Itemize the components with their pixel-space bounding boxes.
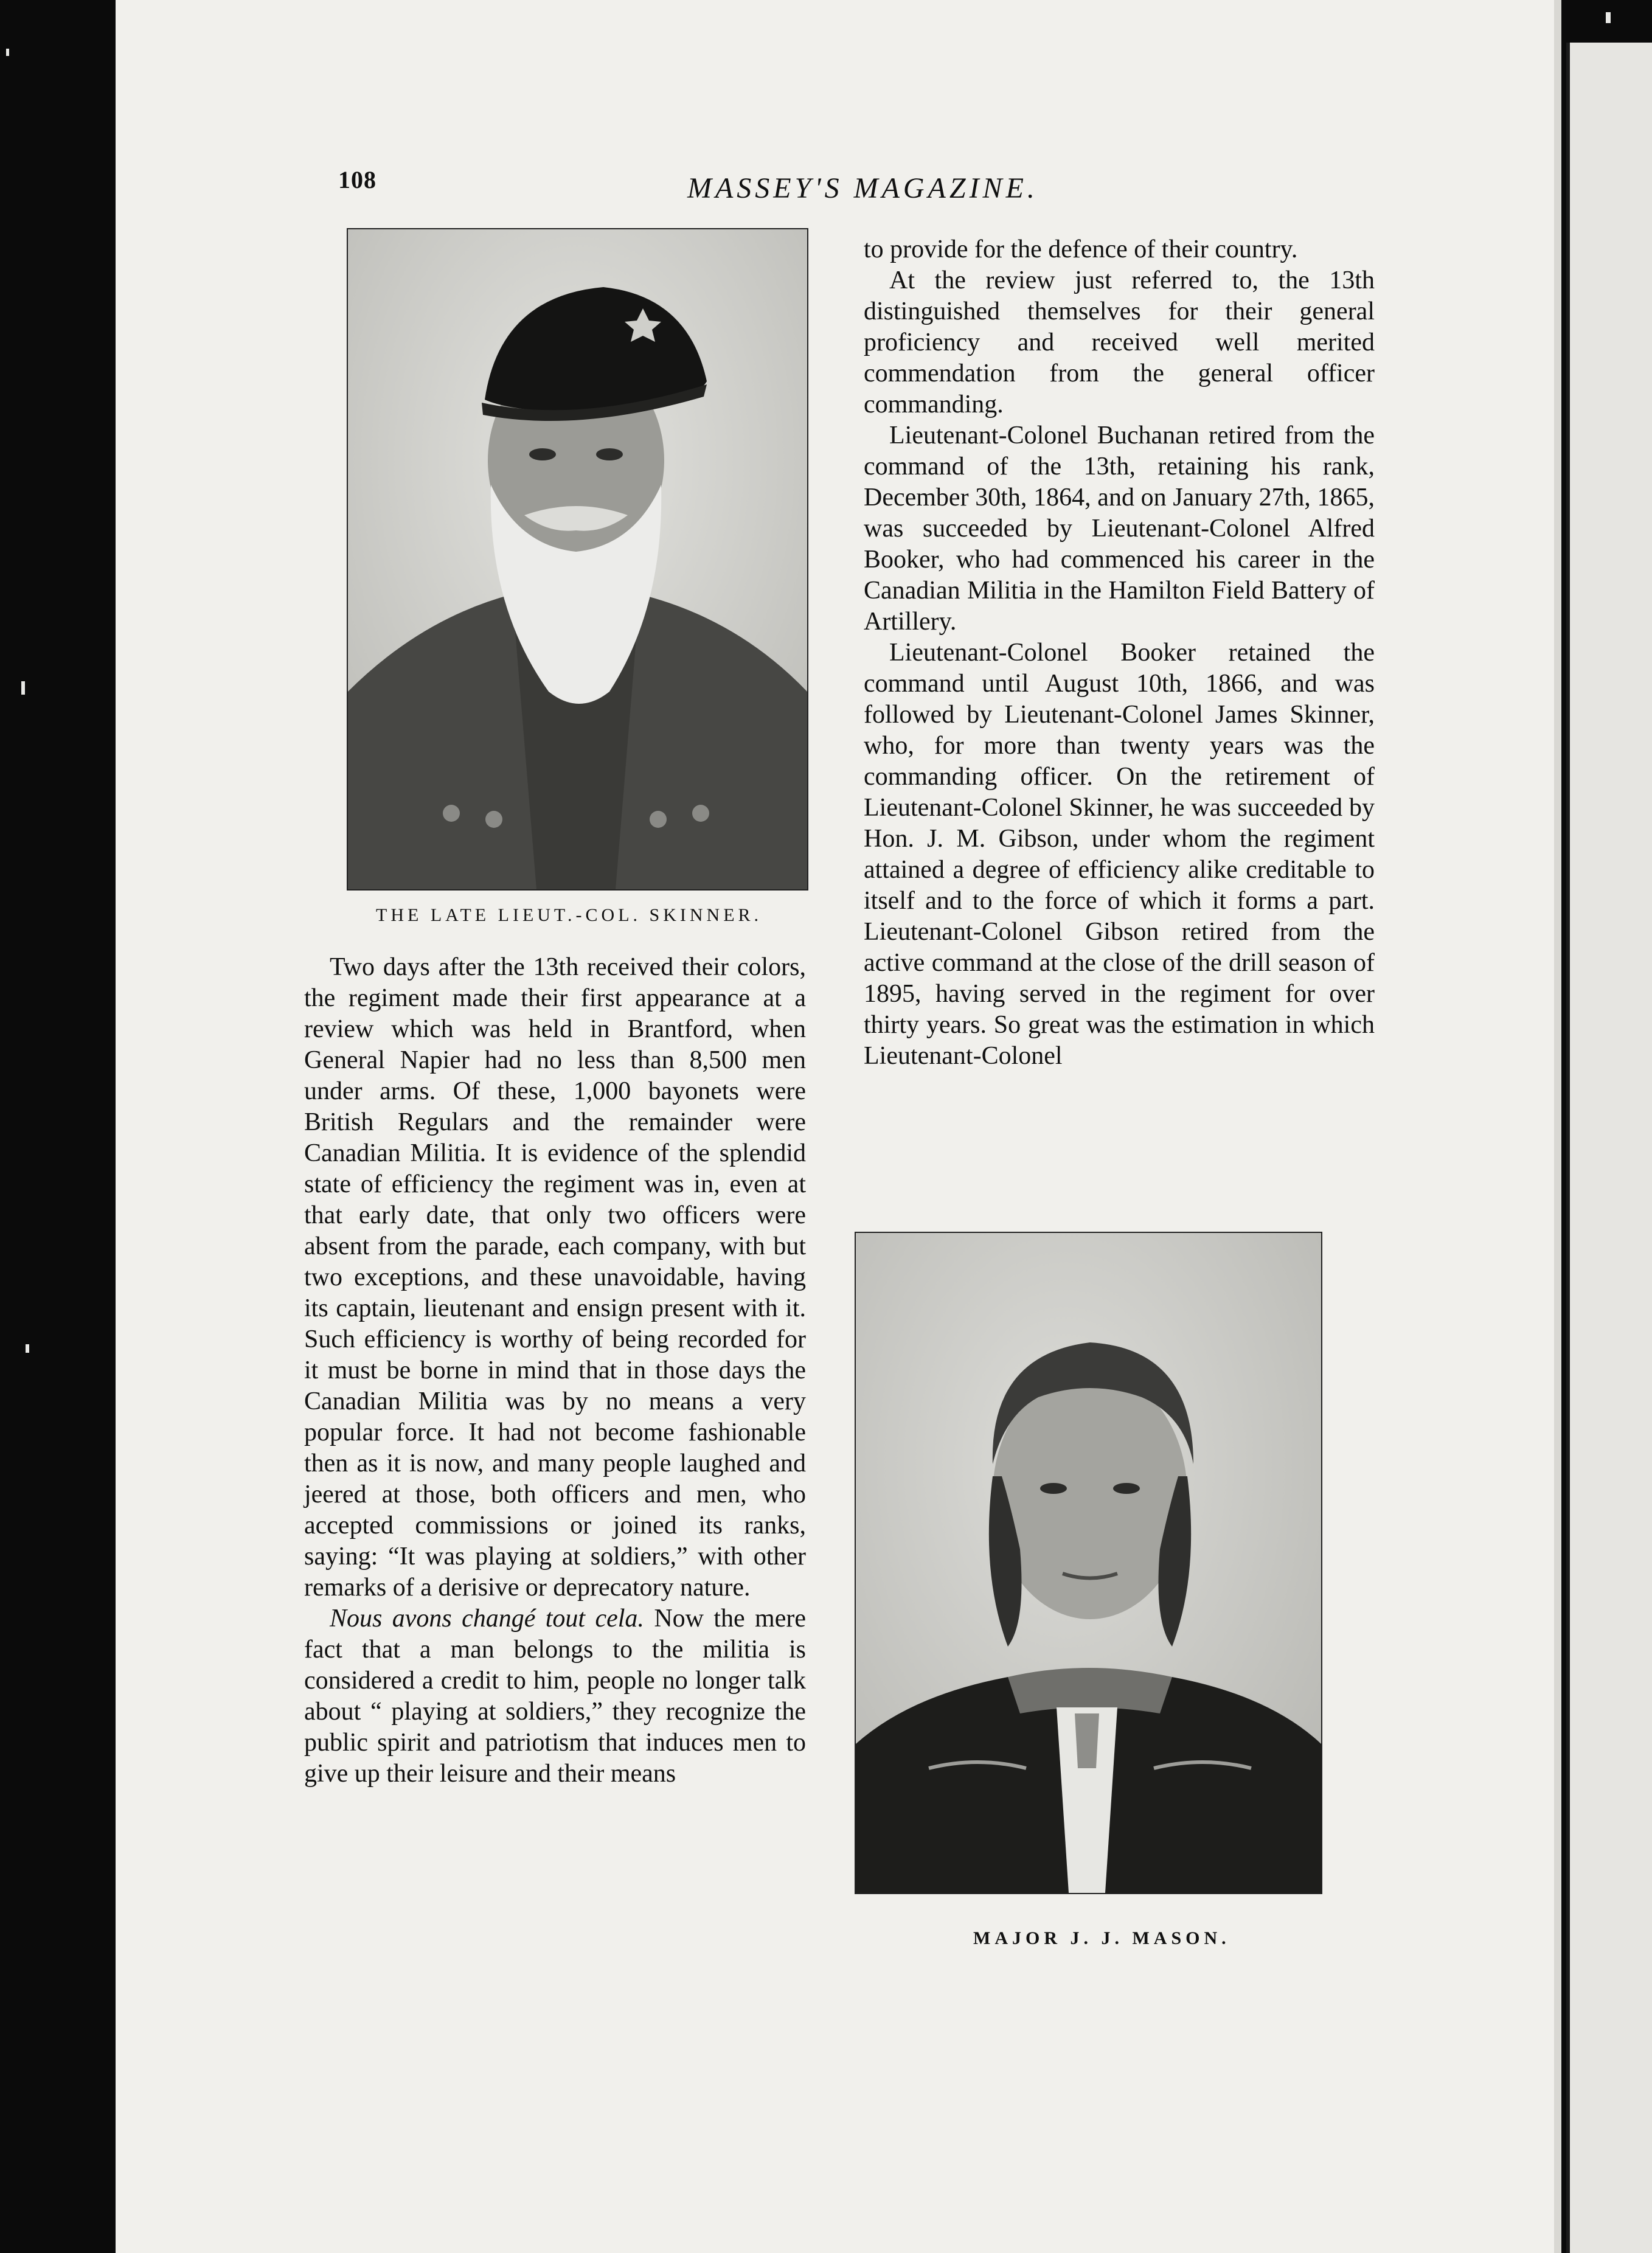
right-paragraph-3: Lieutenant-Colonel Booker retained the command until August 10th, 1866, and was followed by Lieutenant-Colonel James Skinner, who, for more than twenty years was the commanding officer. On the retirement of Lieutenant-Colonel Skinner, he was succeeded by Hon. J. M. Gibson, under whom the regiment attained a degree of efficiency alike creditable to itself and to the force of which it forms a part. Lieutenant-Colonel Gibson retired from the active command at the close of the drill season of 1895, having served in the regiment for over thirty years. So great was the estimation in which Lieutenant-Colonel [864, 639, 1375, 1070]
left-paragraph-2-italic: Nous avons changé tout cela. [330, 1605, 644, 1633]
left-paragraph-2-rest: Now the mere fact that a man belongs to the militia is considered a credit to him, people no longer talk about “ playing at soldiers,” they recognize the public spirit and patriotism that induces men to give up their leisure and their means [304, 1605, 806, 1788]
right-paragraph-0: to provide for the defence of their country. [864, 235, 1298, 263]
running-head: MASSEY'S MAGAZINE. [687, 172, 1038, 204]
left-paragraph-1: Two days after the 13th received their colors, the regiment made their first appearance at a review which was held in Brantford, when General Napier had no less than 8,500 men under arms. Of these, 1,000 bayonets were British Regulars and the remainder were Canadian Militia. It is evidence of the splendid state of efficiency the regiment was in, even at that early date, that only two officers were absent from the parade, each company, with but two exceptions, and these unavoidable, having its captain, lieutenant and ensign present with it. Such efficiency is worthy of being recorded for it must be borne in mind that in those days the Canadian Militia was by no means a very popular force. It had not become fashionable then as it is now, and many people laughed and jeered at those, both officers and men, who accepted commissions or joined its ranks, saying: “It was playing at soldiers,” with other remarks of a derisive or deprecatory nature. [304, 953, 806, 1602]
page-number: 108 [338, 166, 377, 193]
right-paragraph-1: At the review just referred to, the 13th distinguished themselves for their general proficiency and received well merited commendation from the general officer commanding. [864, 266, 1375, 418]
right-paragraph-2: Lieutenant-Colonel Buchanan retired from the command of the 13th, retaining his rank, December 30th, 1864, and on January 27th, 1865, was succeeded by Lieutenant-Colonel Alfred Booker, who had commenced his career in the Canadian Militia in the Hamilton Field Battery of Artillery. [864, 422, 1375, 636]
caption-mason: MAJOR J. J. MASON. [973, 1928, 1230, 1948]
caption-skinner: THE LATE LIEUT.-COL. SKINNER. [376, 905, 763, 925]
